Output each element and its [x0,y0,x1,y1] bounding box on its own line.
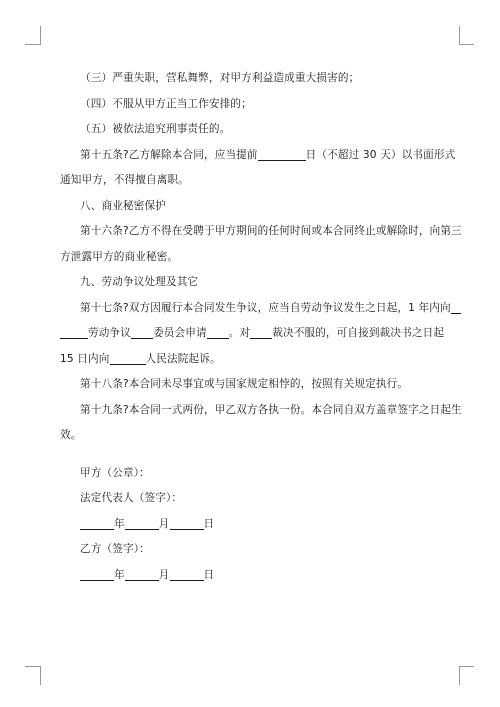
contract-body [60,66,462,588]
day-label: 日 [203,517,215,530]
article-17-text-b1: 劳动争议 [88,327,131,339]
application-blank[interactable] [207,325,229,339]
committee-blank[interactable] [131,325,153,339]
ruling-blank[interactable] [250,325,272,339]
article-15-line-2: 通知甲方，不得擅自离职。 [60,174,189,186]
article-19-line-2: 效。 [60,429,82,441]
section-8-heading: 八、商业秘密保护 [80,199,166,212]
month-label: 月 [158,568,170,581]
month-label: 月 [158,517,170,530]
article-15-line-1 [60,143,456,169]
notice-days-blank[interactable] [258,147,306,161]
article-17-line-3 [60,347,444,373]
year-label: 年 [114,568,125,581]
party-a-day-blank[interactable] [170,516,204,530]
party-b-year-blank[interactable] [80,567,114,581]
party-a-label: 甲方（公章）： [80,466,150,479]
article-16-line-1: 第十六条?乙方不得在受聘于甲方期间的任何时间或本合同终止或解除时，向第三 [80,225,462,237]
article-17-line-1 [60,296,451,322]
party-b-label: 乙方（签字）： [80,543,150,555]
article-17-text-c2: 人民法院起诉。 [145,352,221,365]
article-17-text-b4: 裁决不服的，可自接到裁决书之日起 [272,327,445,339]
arbitration-location-blank-a[interactable] [451,300,461,314]
article-15-text-a: 第十五条?乙方解除本合同，应当提前 [80,148,258,161]
clause-item-5: （五）被依法追究刑事责任的。 [80,123,231,135]
clause-item-4: （四）不服从甲方正当工作安排的； [80,97,252,110]
article-17-text-b2: 委员会申请 [152,327,207,339]
legal-representative-label: 法定代表人（签字）： [80,492,183,504]
article-18: 第十八条?本合同未尽事宜或与国家规定相悖的，按照有关规定执行。 [80,378,409,390]
article-17-text-b3: 。对 [228,327,251,339]
article-19-line-1: 第十九条?本合同一式两份，甲乙双方各执一份。本合同自双方盖章签字之日起生 [80,403,462,416]
article-15-text-b: 日（不超过 30 天）以书面形式 [305,148,456,161]
party-a-month-blank[interactable] [125,516,159,530]
party-b-day-blank[interactable] [170,567,204,581]
year-label: 年 [114,517,125,530]
party-a-date-line [60,512,444,538]
party-a-year-blank[interactable] [80,516,114,530]
section-9-heading: 九、劳动争议处理及其它 [80,276,199,288]
arbitration-location-blank-b[interactable] [60,325,88,339]
article-17-text-c1: 15 日内向 [60,352,110,365]
party-b-month-blank[interactable] [125,567,159,581]
article-17-text-a: 第十七条?双方因履行本合同发生争议，应当自劳动争议发生之日起，1 年内向 [80,301,451,314]
clause-item-3: （三）严重失职，营私舞弊，对甲方利益造成重大损害的； [80,72,360,84]
party-b-date-line [60,563,444,589]
article-16-line-2: 方泄露甲方的商业秘密。 [60,250,179,263]
court-blank[interactable] [110,351,146,365]
day-label: 日 [203,568,215,581]
article-17-line-2 [60,321,444,347]
